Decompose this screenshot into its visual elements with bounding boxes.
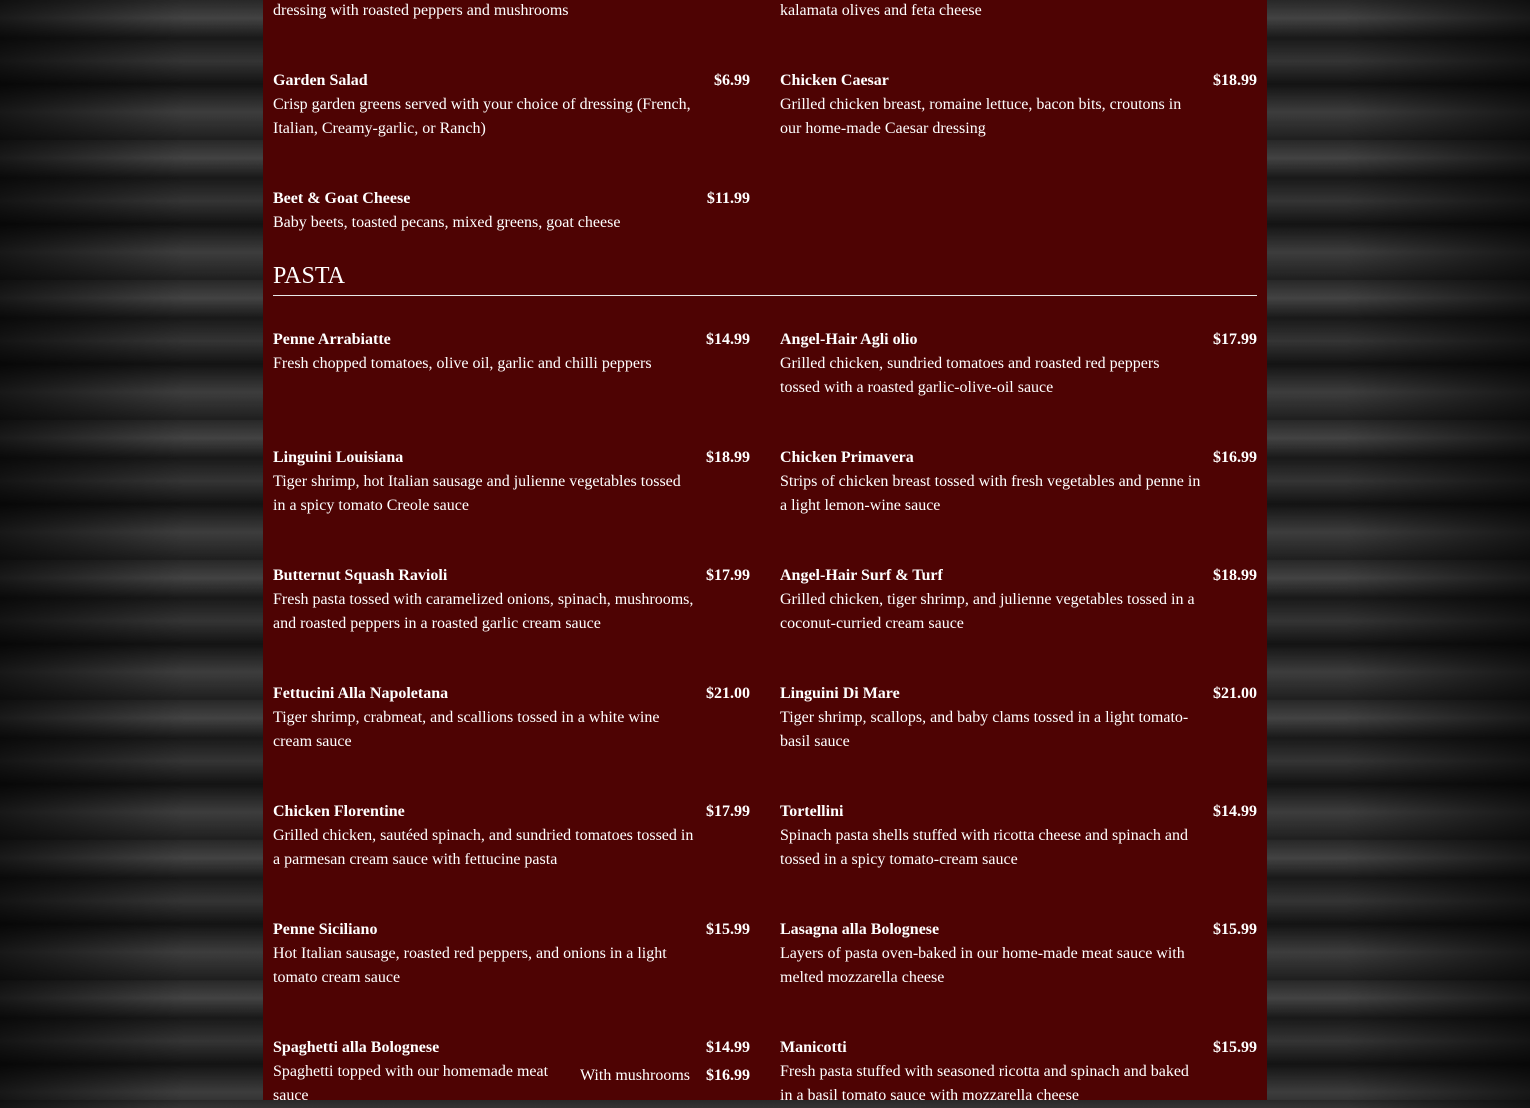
item-price: $18.99 (1213, 567, 1257, 584)
item-name: Garden Salad (273, 72, 368, 89)
item-description: Fresh pasta tossed with caramelized onions, spinach, mushrooms, and roasted peppers in a roasted garlic cream sauce (273, 591, 694, 632)
item-description: Grilled chicken, sundried tomatoes and roasted red peppers tossed with a roasted garlic-olive-oil sauce (780, 355, 1160, 396)
item-description: Grilled chicken, sautéed spinach, and sundried tomatoes tossed in a parmesan cream sauce with fettucine pasta (273, 827, 694, 868)
menu-panel (263, 0, 1267, 1100)
item-price: $15.99 (1213, 1039, 1257, 1056)
item-price: $14.99 (706, 331, 750, 348)
item-description: Tiger shrimp, crabmeat, and scallions tossed in a white wine cream sauce (273, 709, 660, 750)
item-name: Beet & Goat Cheese (273, 190, 411, 207)
salad-description-partial: kalamata olives and feta cheese (780, 2, 982, 19)
item-name: Manicotti (780, 1039, 847, 1056)
item-price: $17.99 (706, 567, 750, 584)
item-description: Crisp garden greens served with your choice of dressing (French, Italian, Creamy-garlic, or Ranch) (273, 96, 691, 137)
item-description: Strips of chicken breast tossed with fresh vegetables and penne in a light lemon-wine sauce (780, 473, 1201, 514)
item-description: Spaghetti topped with our homemade meat sauce (273, 1063, 549, 1104)
item-description: Hot Italian sausage, roasted red peppers, and onions in a light tomato cream sauce (273, 945, 667, 986)
item-description: Fresh chopped tomatoes, olive oil, garlic and chilli peppers (273, 355, 652, 372)
item-description: Tiger shrimp, hot Italian sausage and julienne vegetables tossed in a spicy tomato Creole sauce (273, 473, 681, 514)
item-name: Chicken Primavera (780, 449, 914, 466)
item-price: $17.99 (706, 803, 750, 820)
item-name: Spaghetti alla Bolognese (273, 1039, 440, 1056)
variant-label: With mushrooms (579, 1067, 690, 1084)
item-name: Chicken Caesar (780, 72, 889, 89)
item-price: $14.99 (1213, 803, 1257, 820)
item-name: Chicken Florentine (273, 803, 405, 820)
item-price: $18.99 (706, 449, 750, 466)
item-name: Angel-Hair Surf & Turf (780, 567, 943, 584)
item-name: Tortellini (780, 803, 844, 820)
item-name: Butternut Squash Ravioli (273, 567, 448, 584)
item-description: Tiger shrimp, scallops, and baby clams tossed in a light tomato-basil sauce (780, 709, 1189, 750)
item-price: $15.99 (1213, 921, 1257, 938)
item-price: $21.00 (706, 685, 750, 702)
item-name: Linguini Di Mare (780, 685, 900, 702)
item-description: Spinach pasta shells stuffed with ricotta cheese and spinach and tossed in a spicy tomato-cream sauce (780, 827, 1189, 868)
item-price: $21.00 (1213, 685, 1257, 702)
item-price: $17.99 (1213, 331, 1257, 348)
item-price: $14.99 (706, 1039, 750, 1056)
item-price: $18.99 (1213, 72, 1257, 89)
item-description: Grilled chicken breast, romaine lettuce, bacon bits, croutons in our home-made Caesar dressing (780, 96, 1182, 137)
item-price: $11.99 (706, 190, 750, 207)
item-name: Fettucini Alla Napoletana (273, 685, 449, 702)
item-name: Lasagna alla Bolognese (780, 921, 940, 938)
item-price: $16.99 (1213, 449, 1257, 466)
variant-price: $16.99 (706, 1067, 750, 1084)
item-name: Penne Siciliano (273, 921, 378, 938)
salad-description-partial: dressing with roasted peppers and mushrooms (273, 2, 569, 19)
item-name: Angel-Hair Agli olio (780, 331, 918, 348)
item-price: $6.99 (714, 72, 750, 89)
item-name: Linguini Louisiana (273, 449, 404, 466)
item-description: Layers of pasta oven-baked in our home-made meat sauce with melted mozzarella cheese (780, 945, 1185, 986)
item-description: Fresh pasta stuffed with seasoned ricotta and spinach and baked in a basil tomato sauce with mozzarella cheese (780, 1063, 1189, 1104)
section-title-pasta: PASTA (273, 260, 1257, 296)
item-description: Grilled chicken, tiger shrimp, and julienne vegetables tossed in a coconut-curried cream sauce (780, 591, 1195, 632)
item-name: Penne Arrabiatte (273, 331, 391, 348)
item-description: Baby beets, toasted pecans, mixed greens, goat cheese (273, 214, 621, 231)
item-price: $15.99 (706, 921, 750, 938)
